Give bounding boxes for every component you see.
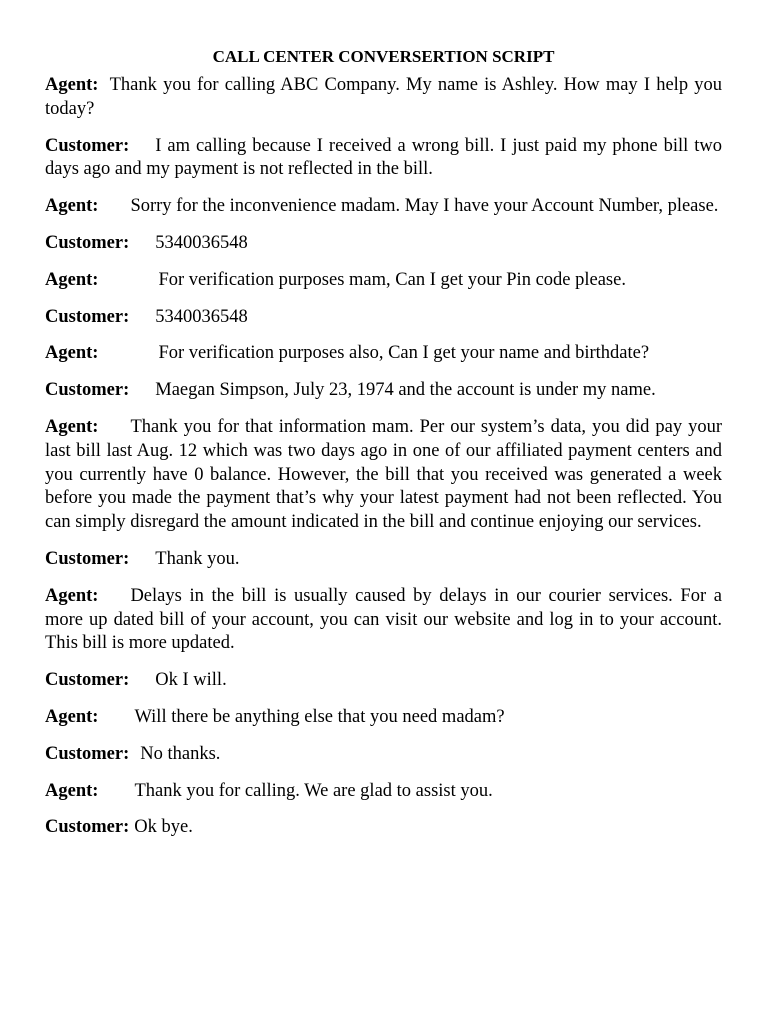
speaker-label: Customer: — [45, 306, 130, 327]
dialogue-text: 5340036548 — [155, 306, 248, 327]
speaker-label: Customer: — [45, 232, 130, 253]
speaker-label: Agent: — [45, 416, 99, 437]
dialogue-text: Thank you. — [155, 548, 240, 569]
dialogue-turn-customer — [45, 306, 722, 330]
dialogue-text: Delays in the bill is usually caused by delays in our courier services. For a more up dated bill of your account, you can visit our website and log in to your account. This bill is more updated. — [45, 585, 722, 654]
dialogue-turn-agent — [45, 780, 722, 804]
dialogue-text: For verification purposes mam, Can I get your Pin code please. — [158, 269, 626, 290]
dialogue-turn-agent — [45, 416, 722, 535]
dialogue-turn-agent — [45, 585, 722, 656]
dialogue-turn-agent — [45, 342, 722, 366]
dialogue-turn-customer — [45, 135, 722, 183]
speaker-label: Agent: — [45, 343, 99, 364]
dialogue-text: 5340036548 — [155, 232, 248, 253]
dialogue-turn-agent — [45, 706, 722, 730]
speaker-label: Agent: — [45, 75, 99, 95]
speaker-label: Customer: — [45, 670, 130, 691]
speaker-label: Customer: — [45, 135, 130, 156]
dialogue-turn-customer — [45, 548, 722, 572]
dialogue-text: Ok I will. — [155, 670, 227, 691]
dialogue-turn-agent — [45, 74, 722, 122]
dialogue-text: Will there be anything else that you need madam? — [134, 706, 505, 727]
dialogue-turn-customer — [45, 669, 722, 693]
document-page — [45, 46, 722, 853]
dialogue-text: For verification purposes also, Can I get your name and birthdate? — [158, 343, 650, 364]
dialogue-text: Maegan Simpson, July 23, 1974 and the account is under my name. — [155, 380, 656, 401]
speaker-label: Customer: — [45, 548, 130, 569]
dialogue-text: Thank you for calling. We are glad to assist you. — [134, 780, 493, 801]
dialogue-text: Ok bye. — [134, 817, 193, 838]
speaker-label: Customer: — [45, 817, 130, 838]
document-title: CALL CENTER CONVERSERTION SCRIPT — [212, 47, 555, 66]
dialogue-text: I am calling because I received a wrong bill. I just paid my phone bill two days ago and my payment is not reflected in the bill. — [45, 135, 722, 180]
dialogue-turn-customer — [45, 379, 722, 403]
dialogue-turn-customer — [45, 232, 722, 256]
speaker-label: Agent: — [45, 585, 99, 606]
dialogue-turn-customer — [45, 743, 722, 767]
speaker-label: Agent: — [45, 269, 99, 290]
dialogue-turn-customer — [45, 816, 722, 840]
dialogue-text: No thanks. — [140, 743, 221, 764]
speaker-label: Agent: — [45, 780, 99, 801]
speaker-label: Customer: — [45, 743, 130, 764]
dialogue-text: Thank you for that information mam. Per our system’s data, you did pay your last bill last Aug. 12 which was two days ago in one of our affiliated payment centers and you currently have 0 balance. However, the bill that you received was generated a week before you made the payment that’s why your latest payment had not been reflected. You can simply disregard the amount indicated in the bill and continue enjoying our services. — [45, 416, 722, 533]
speaker-label: Customer: — [45, 380, 130, 401]
speaker-label: Agent: — [45, 706, 99, 727]
speaker-label: Agent: — [45, 196, 99, 217]
dialogue-text: Sorry for the inconvenience madam. May I have your Account Number, please. — [130, 196, 719, 217]
dialogue-text: Thank you for calling ABC Company. My name is Ashley. How may I help you today? — [45, 75, 722, 119]
dialogue-turn-agent — [45, 195, 722, 219]
dialogue-turn-agent — [45, 269, 722, 293]
